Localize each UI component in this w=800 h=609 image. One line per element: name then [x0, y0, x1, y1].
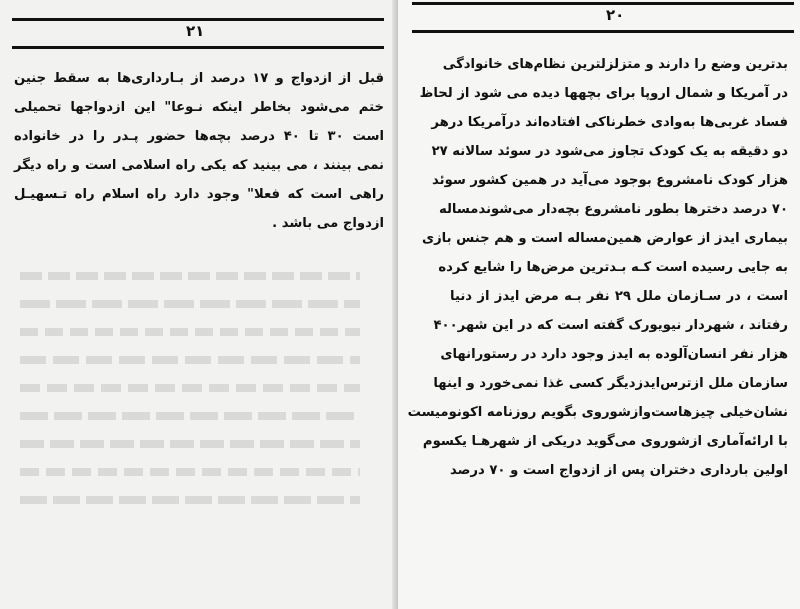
- text-line: رفتاند ، شهردار نیویورک گفته است که در این شهر۴۰۰: [433, 318, 788, 333]
- text-line: نشان‌خیلی چیزهاست‌وازشوروی بگویم روزنامه اکونومیست: [407, 405, 788, 420]
- left-page: [0, 0, 398, 609]
- top-rule: [412, 2, 794, 5]
- text-line: در آمریکا و شمال اروپا برای بچهها دیده می شود از لحاظ: [419, 86, 788, 101]
- right-page-text: [407, 50, 789, 485]
- show-through-texture: [20, 262, 360, 592]
- right-page: [398, 0, 800, 609]
- text-line: با ارائه‌آماری ازشوروی می‌گوید دریکی از شهرهـا یکسوم: [422, 434, 788, 449]
- page-number: ۲۰: [606, 6, 625, 24]
- text-line: هزار نفر انسان‌آلوده به ایدز وجود دارد در رستورانهای: [440, 347, 788, 362]
- top-rule: [12, 18, 384, 21]
- text-line: هزار کودک نامشروع بوجود می‌آید در همین کشور سوئد: [432, 173, 788, 188]
- text-line: به جایی رسیده است کـه بـدترین مرض‌ها را شایع کرده: [438, 260, 788, 275]
- text-line: ۷۰ درصد دخترها بطور نامشروع بچه‌دار می‌شوندمساله: [438, 202, 788, 217]
- text-line: قبل از ازدواج و ۱۷ درصد از بـارداری‌ها به سقط جنین: [14, 71, 384, 86]
- text-line: نمی بینند ، می بینید که یکی راه اسلامی است و راه دیگر: [14, 158, 384, 173]
- text-line: بدترین وضع را دارند و متزلزلترین نظام‌های خانوادگی: [442, 57, 788, 72]
- text-line: اولین بارداری دختران پس از ازدواج است و ۷۰ درصد: [450, 463, 789, 478]
- text-line: فساد غربی‌ها به‌وادی خطرناکی افتاده‌اند درآمریکا درهر: [431, 115, 788, 130]
- text-line: بیماری ایدز از عوارض همین‌مساله است و هم جنس بازی: [421, 231, 788, 246]
- header-rule: [412, 30, 794, 33]
- text-line: سازمان ملل ازترس‌ایدزدیگر کسی غذا نمی‌خورد و اینها: [433, 376, 788, 391]
- text-line: ازدواج می باشد .: [272, 216, 384, 231]
- page-number: ۲۱: [186, 22, 205, 40]
- text-line: دو دقیقه به یک کودک تجاوز می‌شود در سوئد سالانه ۲۷: [431, 144, 788, 159]
- text-line: است ، در سـازمان ملل ۲۹ نفر بـه مرض ایدز از دنیا: [450, 289, 788, 304]
- text-line: ختم می‌شود بخاطر اینکه نـوعا" این ازدواجها تحمیلی: [14, 100, 384, 115]
- header-rule: [12, 46, 384, 49]
- text-line: راهی است که فعلا" وجود دارد راه اسلام راه تـسهیـل: [14, 187, 384, 202]
- left-page-text: [14, 64, 384, 238]
- text-line: است ۳۰ تا ۴۰ درصد بچه‌ها حضور پـدر را در خانواده: [14, 129, 384, 144]
